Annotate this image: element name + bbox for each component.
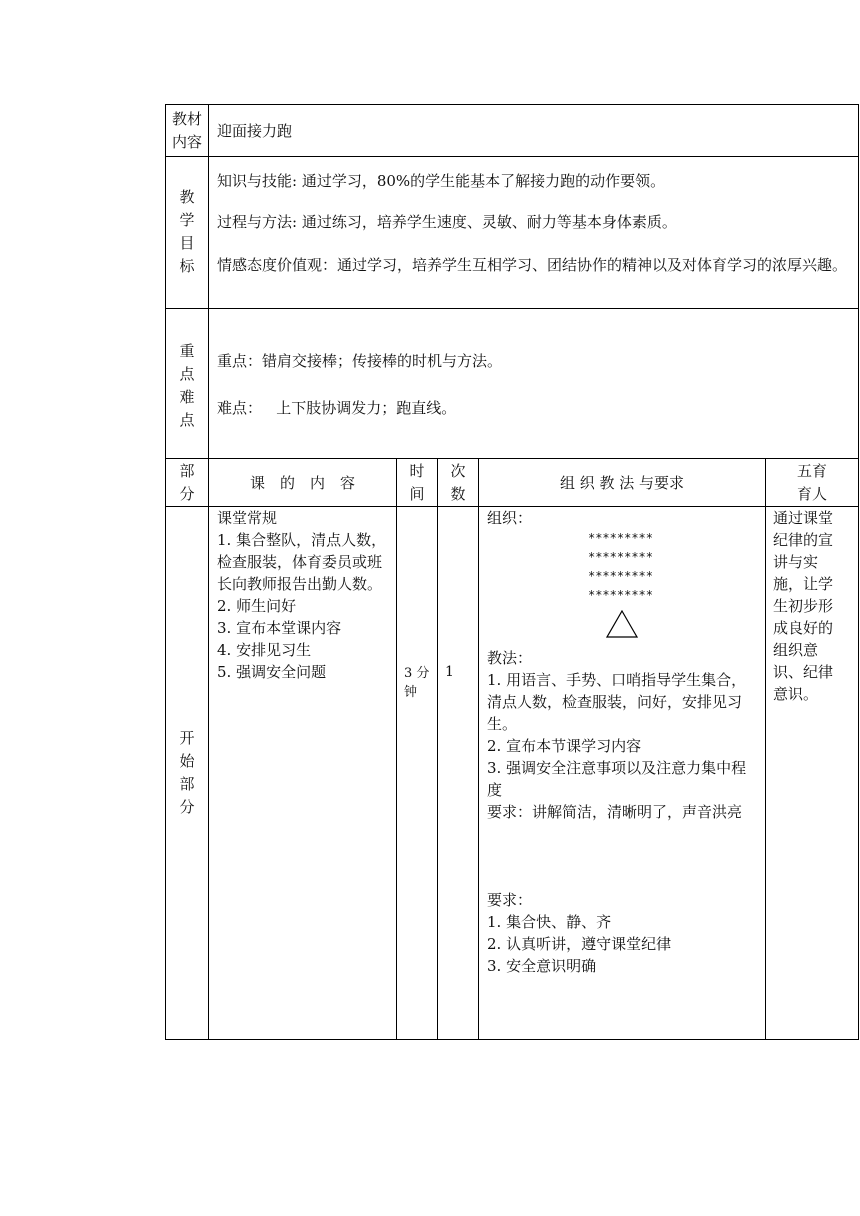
req-item: 2. 认真听讲，遵守课堂纪律 (487, 935, 672, 953)
formation-row: ********* (587, 569, 654, 583)
req-label: 要求： (487, 891, 533, 909)
formation-row: ********* (587, 550, 654, 564)
objective-attitude: 情感态度价值观：通过学习，培养学生互相学习、团结协作的精神以及对体育学习的浓厚兴趣。 (217, 256, 848, 274)
material-label-line-1: 教材 (171, 110, 202, 128)
content-item: 1. 集合整队，清点人数，检查服装，体育委员或班长向教师报告出勤人数。 (217, 531, 387, 593)
formation-row: ********* (587, 531, 654, 545)
key-points-label-char: 难 (179, 388, 195, 406)
material-label (166, 108, 208, 154)
key-points-label-char: 点 (179, 365, 195, 383)
header-education-line: 育人 (796, 485, 827, 503)
header-time-char: 时 (409, 462, 425, 480)
start-method (487, 507, 759, 975)
difficult-point: 难点： 上下肢协调发力；跑直线。 (217, 399, 457, 417)
header-count-char: 次 (450, 462, 466, 480)
header-time-char: 间 (409, 485, 425, 503)
header-part-char: 分 (179, 485, 195, 503)
material-content: 迎面接力跑 (217, 122, 293, 140)
start-content (217, 507, 391, 683)
start-part-char: 分 (179, 798, 195, 816)
formation-row: ********* (587, 588, 654, 602)
header-education-line: 五育 (796, 462, 827, 480)
content-item: 5. 强调安全问题 (217, 663, 327, 681)
start-count: 1 (445, 664, 454, 680)
header-count-char: 数 (450, 485, 466, 503)
formation (543, 529, 698, 605)
start-part-label (166, 727, 208, 819)
header-method: 组 织 教 法 与要求 (559, 474, 685, 492)
objectives-label-char: 学 (179, 211, 195, 229)
org-label: 组织： (487, 509, 533, 527)
header-part (166, 460, 208, 506)
header-time (397, 460, 437, 506)
header-education (766, 460, 858, 506)
triangle-icon (606, 610, 638, 638)
objectives-label (166, 186, 208, 278)
key-point: 重点：错肩交接棒；传接棒的时机与方法。 (217, 352, 503, 370)
student-requirements (487, 889, 759, 977)
header-part-char: 部 (179, 462, 195, 480)
start-time-line: 3 分 (404, 666, 430, 681)
header-content: 课 的 内 容 (249, 474, 355, 492)
content-item: 3. 宣布本堂课内容 (217, 619, 342, 637)
objectives-label-char: 标 (179, 257, 195, 275)
req-item: 3. 安全意识明确 (487, 957, 597, 975)
key-points-label-char: 点 (179, 411, 195, 429)
objectives-label-char: 目 (179, 234, 195, 252)
key-points-label-char: 重 (179, 342, 195, 360)
teach-item: 1. 用语言、手势、口哨指导学生集合，清点人数，检查服装，问好，安排见习生。 (487, 671, 747, 733)
content-title: 课堂常规 (217, 509, 278, 527)
req-item: 1. 集合快、静、齐 (487, 913, 612, 931)
start-education: 通过课堂纪律的宣讲与实施，让学生初步形成良好的组织意识、纪律意识。 (773, 509, 834, 703)
objective-process: 过程与方法: 通过练习，培养学生速度、灵敏、耐力等基本身体素质。 (217, 213, 677, 231)
teach-label: 教法： (487, 649, 533, 667)
teach-method (487, 647, 759, 823)
material-label-line-2: 内容 (171, 133, 202, 151)
objective-knowledge: 知识与技能: 通过学习，80%的学生能基本了解接力跑的动作要领。 (217, 172, 666, 190)
start-time-line: 钟 (404, 685, 418, 700)
teach-requirement: 要求：讲解简洁，清晰明了，声音洪亮 (487, 803, 743, 821)
start-part-char: 部 (179, 775, 195, 793)
objectives-label-char: 教 (179, 188, 195, 206)
content-item: 4. 安排见习生 (217, 641, 312, 659)
header-count (438, 460, 478, 506)
start-part-char: 始 (179, 752, 195, 770)
teach-item: 2. 宣布本节课学习内容 (487, 737, 642, 755)
start-time (404, 664, 436, 702)
key-points-label (166, 340, 208, 432)
start-part-char: 开 (179, 729, 195, 747)
teach-item: 3. 强调安全注意事项以及注意力集中程度 (487, 759, 747, 799)
content-item: 2. 师生问好 (217, 597, 297, 615)
